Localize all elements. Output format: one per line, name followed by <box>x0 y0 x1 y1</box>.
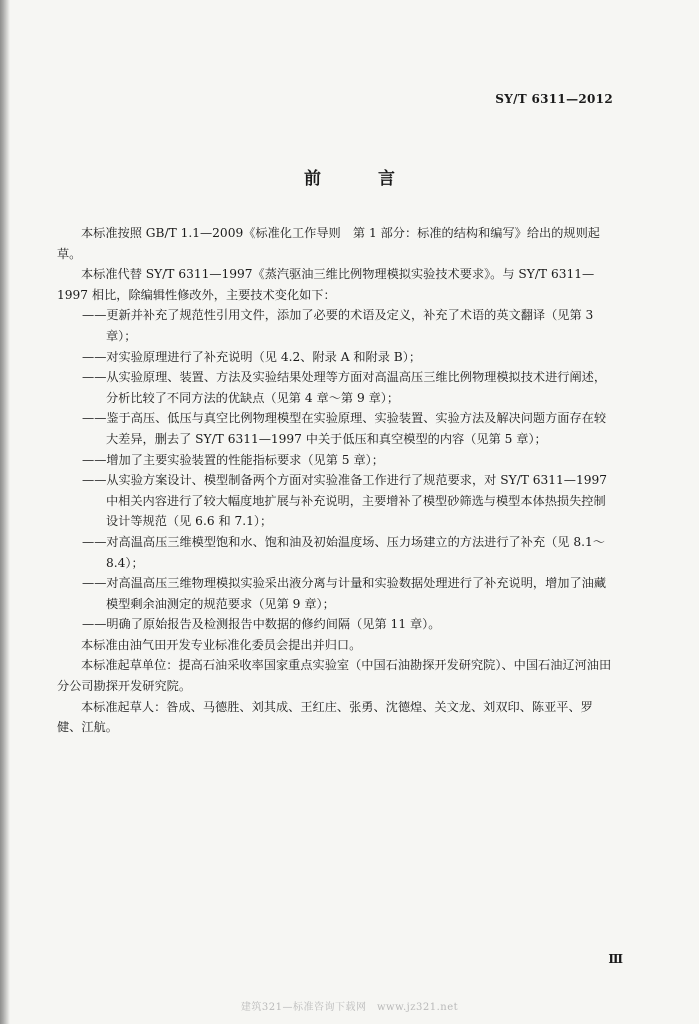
list-item: ——对实验原理进行了补充说明（见 4.2、附录 A 和附录 B）； <box>82 349 422 364</box>
list-item: ——对高温高压三维模型饱和水、饱和油及初始温度场、压力场建立的方法进行了补充（见 8.1～8.4）； <box>82 534 605 570</box>
list-item: ——从实验原理、装置、方法及实验结果处理等方面对高温高压三维比例物理模拟技术进行阐述，分析比较了不同方法的优缺点（见第 4 章～第 9 章）； <box>82 370 607 405</box>
watermark: 建筑321—标准咨询下载网 www.jz321.net <box>240 1002 459 1013</box>
paragraph-proposer: 本标准由油气田开发专业标准化委员会提出并归口。 <box>81 637 362 652</box>
list-item: ——从实验方案设计、模型制备两个方面对实验准备工作进行了规范要求，对 SY/T 6311—1997 中相关内容进行了较大幅度地扩展与补充说明，主要增补了模型砂筛选与模型本体热损失控制设计等规范（见 6.6 和 7.1）； <box>82 473 607 529</box>
paragraph-drafters: 本标准起草人：昝成、马德胜、刘其成、王红庄、张勇、沈德煌、关文龙、刘双印、陈亚平、罗健、江航。 <box>57 699 593 735</box>
changes-list <box>57 305 614 635</box>
list-item: ——对高温高压三维物理模拟实验采出液分离与计量和实验数据处理进行了补充说明，增加了油藏模型剩余油测定的规范要求（见第 9 章）； <box>82 576 607 611</box>
page-title: 前 言 <box>304 169 415 189</box>
list-item: ——鉴于高压、低压与真空比例物理模型在实验原理、实验装置、实验方法及解决问题方面存在较大差异，删去了 SY/T 6311—1997 中关于低压和真空模型的内容（见第 5 章）； <box>82 411 607 446</box>
paragraph-drafting-units: 本标准起草单位：提高石油采收率国家重点实验室（中国石油勘探开发研究院）、中国石油辽河油田分公司勘探开发研究院。 <box>57 658 612 694</box>
scan-spine-shadow <box>0 0 10 1024</box>
list-item: ——增加了主要实验装置的性能指标要求（见第 5 章）； <box>82 452 384 467</box>
document-code: SY/T 6311—2012 <box>495 92 613 106</box>
list-item: ——明确了原始报告及检测报告中数据的修约间隔（见第 11 章）。 <box>82 617 441 632</box>
document-body <box>57 223 614 738</box>
page-number: Ⅲ <box>608 952 623 966</box>
list-item: ——更新并补充了规范性引用文件，添加了必要的术语及定义，补充了术语的英文翻译（见第 3 章）； <box>82 308 594 343</box>
paragraph-drafting-rules: 本标准按照 GB/T 1.1—2009《标准化工作导则 第 1 部分：标准的结构和编写》给出的规则起草。 <box>57 226 600 261</box>
paragraph-replacement: 本标准代替 SY/T 6311—1997《蒸汽驱油三维比例物理模拟实验技术要求》。与 SY/T 6311—1997 相比，除编辑性修改外，主要技术变化如下： <box>57 267 595 302</box>
